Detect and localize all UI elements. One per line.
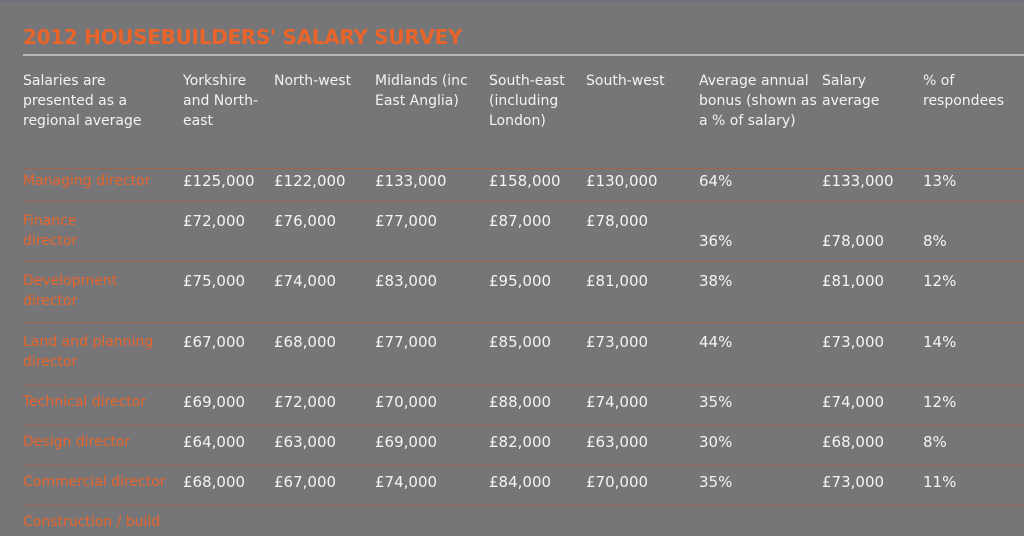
cell-north-west: £122,000	[274, 172, 346, 190]
cell-south-west: £81,000	[586, 272, 649, 290]
row-separator	[23, 385, 1024, 386]
cell-north-west: £68,000	[274, 333, 337, 351]
cell-bonus: 30%	[699, 433, 733, 451]
role-label: Managing director	[23, 173, 151, 189]
cell-salary-average: £73,000	[822, 473, 885, 491]
cell-south-west: £70,000	[586, 473, 649, 491]
cell-north-west: £67,000	[274, 473, 337, 491]
role-label: Design director	[23, 434, 131, 450]
cell-south-east: £85,000	[489, 333, 552, 351]
cell-south-west: £63,000	[586, 433, 649, 451]
cell-salary-average: £81,000	[822, 272, 885, 290]
cell-midlands: £70,000	[375, 393, 438, 411]
header-south-east: South-east (including London)	[489, 73, 565, 129]
cell-salary-average: £78,000	[822, 232, 885, 250]
title-divider	[23, 54, 1024, 56]
role-label: Land and planning director	[23, 334, 154, 370]
cell-yorkshire: £69,000	[183, 393, 246, 411]
cell-respondees: 12%	[923, 393, 957, 411]
role-label: Development director	[23, 273, 118, 309]
cell-south-east: £82,000	[489, 433, 552, 451]
header-salary-average: Salary average	[822, 73, 880, 109]
header-north-west: North-west	[274, 73, 352, 89]
cell-north-west: £76,000	[274, 212, 337, 230]
cell-yorkshire: £72,000	[183, 212, 246, 230]
cell-salary-average: £68,000	[822, 433, 885, 451]
top-border	[0, 0, 1024, 2]
header-description: Salaries are presented as a regional average	[23, 73, 142, 129]
cell-salary-average: £73,000	[822, 333, 885, 351]
cell-midlands: £77,000	[375, 212, 438, 230]
cell-south-west: £74,000	[586, 393, 649, 411]
row-separator	[23, 322, 1024, 323]
cell-respondees: 12%	[923, 272, 957, 290]
cell-south-west: £73,000	[586, 333, 649, 351]
row-separator	[23, 505, 1024, 506]
cell-yorkshire: £68,000	[183, 473, 246, 491]
cell-south-east: £158,000	[489, 172, 561, 190]
cell-bonus: 35%	[699, 393, 733, 411]
cell-bonus: 64%	[699, 172, 733, 190]
page-title: 2012 HOUSEBUILDERS' SALARY SURVEY	[23, 25, 463, 49]
row-separator	[23, 168, 1024, 169]
cell-south-east: £88,000	[489, 393, 552, 411]
cell-south-west: £130,000	[586, 172, 658, 190]
cell-salary-average: £74,000	[822, 393, 885, 411]
cell-midlands: £133,000	[375, 172, 447, 190]
cell-respondees: 14%	[923, 333, 957, 351]
role-label: Commercial director	[23, 474, 166, 490]
cell-respondees: 11%	[923, 473, 957, 491]
cell-north-west: £74,000	[274, 272, 337, 290]
cell-south-east: £87,000	[489, 212, 552, 230]
cell-north-west: £63,000	[274, 433, 337, 451]
cell-yorkshire: £64,000	[183, 433, 246, 451]
header-bonus: Average annual bonus (shown as a % of salary)	[699, 73, 817, 129]
cell-south-east: £84,000	[489, 473, 552, 491]
row-separator	[23, 261, 1024, 262]
cell-south-west: £78,000	[586, 212, 649, 230]
cell-salary-average: £133,000	[822, 172, 894, 190]
row-separator	[23, 201, 1024, 202]
cell-bonus: 44%	[699, 333, 733, 351]
cell-respondees: 8%	[923, 433, 947, 451]
header-midlands: Midlands (inc East Anglia)	[375, 73, 468, 109]
header-south-west: South-west	[586, 73, 665, 89]
row-separator	[23, 465, 1024, 466]
cell-south-east: £95,000	[489, 272, 552, 290]
header-respondees: % of respondees	[923, 73, 1005, 109]
role-label: Construction / build	[23, 514, 161, 530]
role-label: Finance director	[23, 213, 78, 249]
cell-yorkshire: £125,000	[183, 172, 255, 190]
cell-yorkshire: £67,000	[183, 333, 246, 351]
role-label: Technical director	[23, 394, 147, 410]
cell-midlands: £74,000	[375, 473, 438, 491]
cell-yorkshire: £75,000	[183, 272, 246, 290]
cell-respondees: 13%	[923, 172, 957, 190]
cell-bonus: 36%	[699, 232, 733, 250]
cell-midlands: £83,000	[375, 272, 438, 290]
header-yorkshire: Yorkshire and North-east	[183, 73, 258, 129]
cell-midlands: £69,000	[375, 433, 438, 451]
cell-respondees: 8%	[923, 232, 947, 250]
cell-north-west: £72,000	[274, 393, 337, 411]
cell-midlands: £77,000	[375, 333, 438, 351]
cell-bonus: 35%	[699, 473, 733, 491]
cell-bonus: 38%	[699, 272, 733, 290]
row-separator	[23, 425, 1024, 426]
